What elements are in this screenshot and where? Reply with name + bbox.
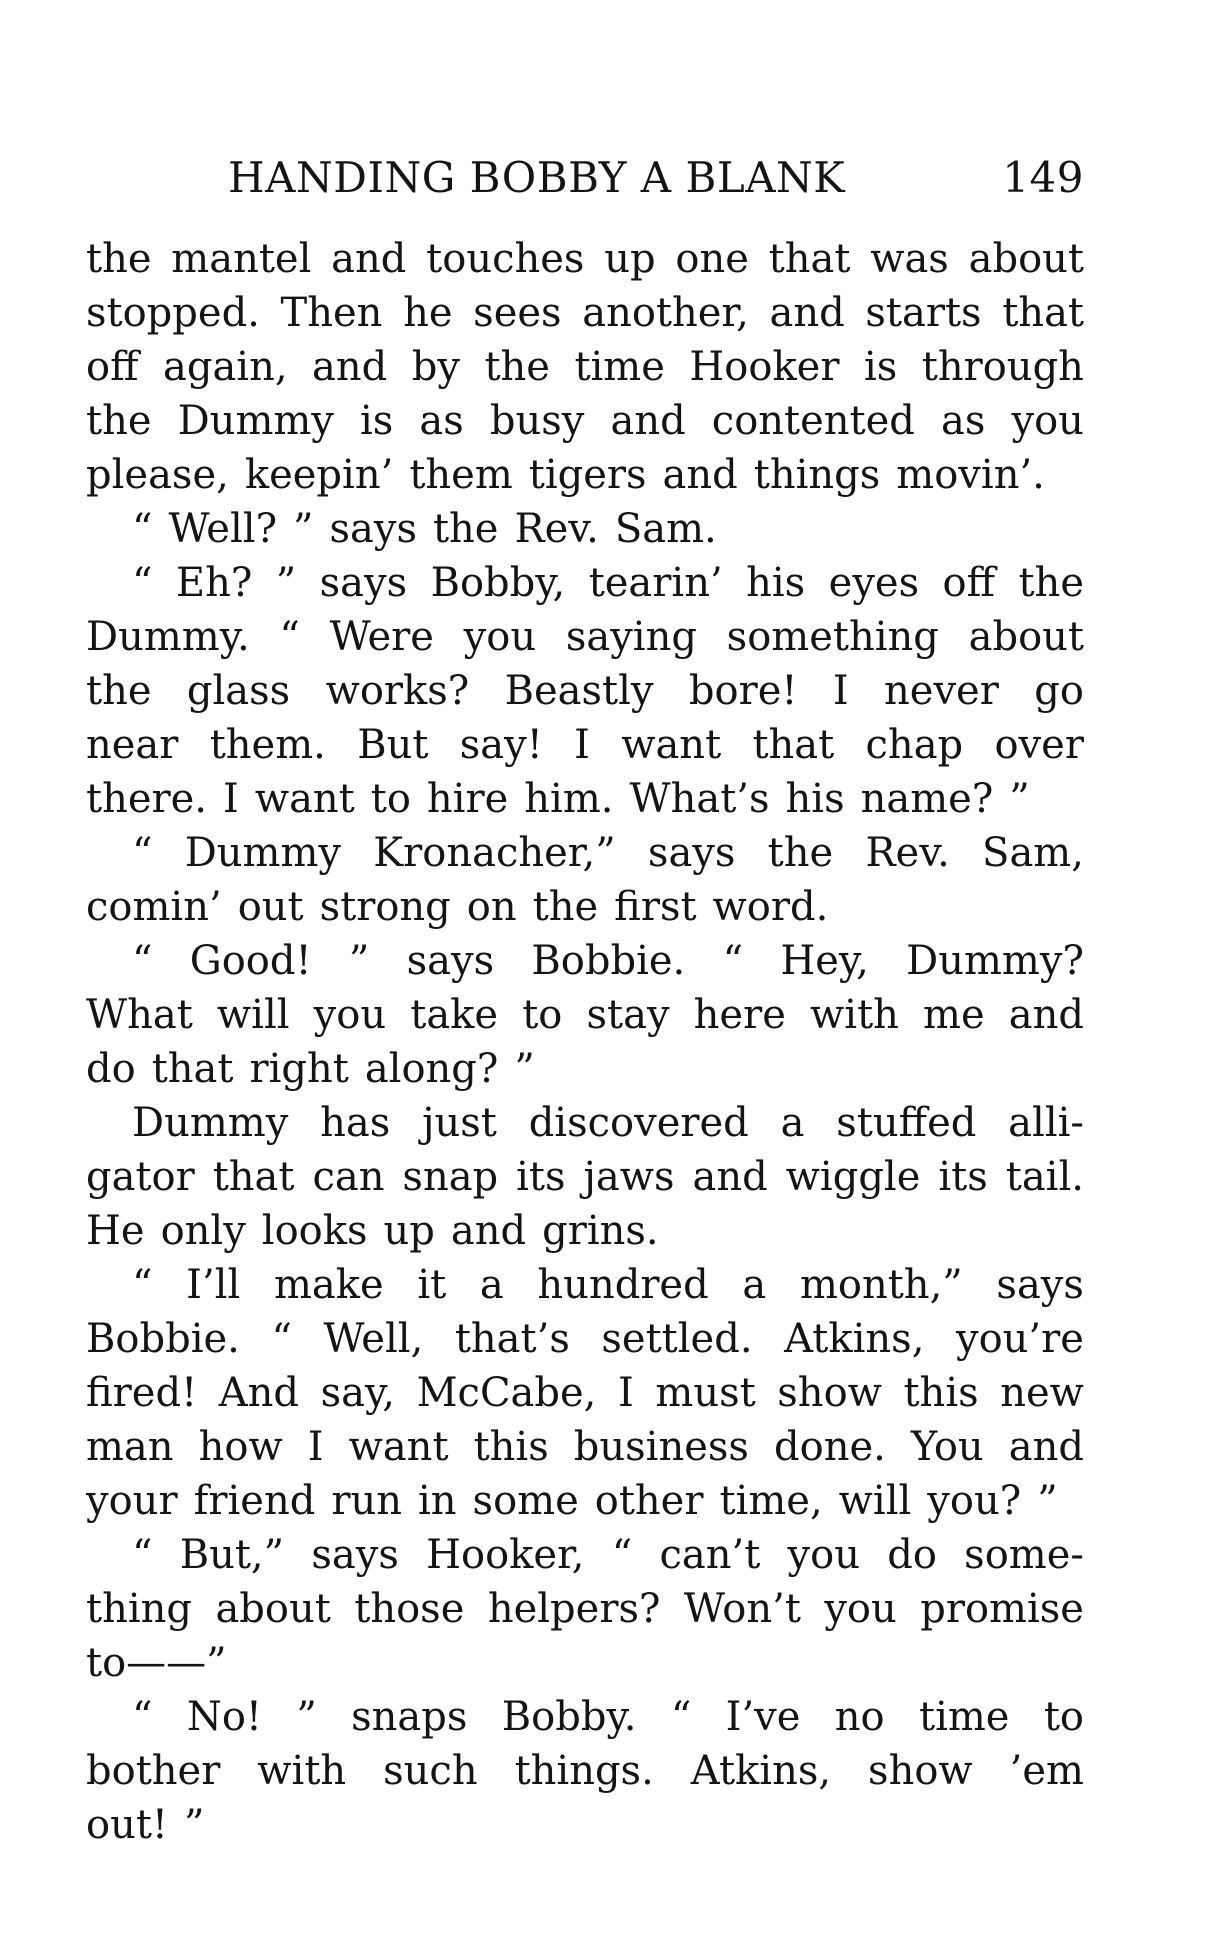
word: the [484,344,550,390]
word: some- [964,1532,1084,1578]
word: He [86,1208,145,1254]
running-head [228,150,1084,206]
word: say! [459,722,543,768]
text-line [86,664,1084,718]
word: run [331,1478,402,1524]
word: promise [920,1586,1084,1632]
word: his [746,560,806,606]
word: never [884,668,999,714]
word: up [604,236,656,282]
word: do [86,1046,136,1092]
word: Were [329,614,434,660]
word: right [249,1046,349,1092]
word: I [574,722,590,768]
word: and [692,1154,768,1200]
word: Good! [189,938,312,984]
word: your [86,1478,178,1524]
word: starts [865,290,982,336]
word: stay [586,992,670,1038]
word: name? [860,776,994,822]
word: wiggle [785,1154,921,1200]
word: You [910,1424,984,1470]
word: make [273,1262,384,1308]
word: you [1011,398,1084,444]
text-line [86,1096,1084,1150]
word: time, [719,1478,823,1524]
word: on [466,884,517,930]
word: Sam. [614,506,717,552]
word: with [810,992,899,1038]
word: touches [426,236,585,282]
text-line [86,1366,1084,1420]
word: that [768,236,851,282]
text-line [86,502,1084,556]
word: movin’. [896,452,1045,498]
word: What’s [629,776,770,822]
word: “ [132,506,153,552]
word: word. [712,884,829,930]
word: a [479,1262,504,1308]
word: such [383,1748,478,1794]
word: some [472,1478,579,1524]
word: ” [1037,1478,1058,1524]
text-line [86,718,1084,772]
word: as [419,398,464,444]
text-line [86,232,1084,286]
word: by [411,344,460,390]
word: me [923,992,985,1038]
word: a [780,1100,805,1146]
word: show [777,1370,882,1416]
word: chap [865,722,964,768]
word: to——” [86,1640,227,1686]
chapter-title: HANDING BOBBY A BLANK [228,153,846,202]
word: “ [722,938,744,984]
word: tearin’ [588,560,723,606]
word: things. [514,1748,654,1794]
text-line [86,1312,1084,1366]
word: was [870,236,949,282]
word: with [257,1748,347,1794]
body-text [86,232,1084,1852]
word: the [532,884,599,930]
word: business [573,1424,749,1470]
word: works? [325,668,470,714]
word: want [348,1424,449,1470]
word: comin’ [86,884,222,930]
word: ” [514,1046,535,1092]
text-line [86,1744,1084,1798]
word: Atkins, [784,1316,925,1362]
word: Bobby. [501,1694,637,1740]
word: and [769,290,845,336]
word: a [742,1262,767,1308]
word: says [329,506,417,552]
word: done. [774,1424,886,1470]
word: grins. [542,1208,659,1254]
word: new [1000,1370,1084,1416]
word: Well, [323,1316,424,1362]
word: one [675,236,749,282]
word: the [432,506,499,552]
word: show [868,1748,973,1794]
word: the [1018,560,1084,606]
word: off [942,560,996,606]
word: ” [348,938,370,984]
word: another, [582,290,749,336]
text-line [86,1258,1084,1312]
word: But [357,722,429,768]
word: hundred [537,1262,709,1308]
word: Well? [168,506,278,552]
word: you’re [955,1316,1084,1362]
word: him. [524,776,614,822]
word: I’ll [186,1262,241,1308]
word: “ [279,614,300,660]
word: “ [132,1262,153,1308]
word: again, [162,344,288,390]
word: fired! [86,1370,198,1416]
word: over [994,722,1084,768]
word: and [610,398,686,444]
word: gator [86,1154,195,1200]
word: Bobbie. [531,938,686,984]
word: But,” [179,1532,285,1578]
word: things [753,452,881,498]
word: will [216,992,290,1038]
word: that [752,722,835,768]
word: “ [132,560,153,606]
word: looks [261,1208,368,1254]
word: I [617,1370,634,1416]
word: that [1002,290,1084,336]
word: you [463,614,537,660]
word: Rev. [514,506,599,552]
word: here [693,992,786,1038]
word: busy [489,398,585,444]
word: about [968,236,1084,282]
word: bore! [688,668,798,714]
text-line [86,610,1084,664]
word: discovered [528,1100,749,1146]
word: say, [320,1370,395,1416]
word: ” [293,506,314,552]
word: about [215,1586,331,1632]
word: Dummy [177,398,334,444]
word: will [838,1478,912,1524]
word: Kronacher,” [373,830,616,876]
word: ” [296,1694,317,1740]
word: out! [86,1802,168,1848]
word: and [331,236,407,282]
word: hire [426,776,509,822]
word: and [1008,1424,1084,1470]
word: to [522,992,563,1038]
word: And [218,1370,300,1416]
word: you [313,992,387,1038]
word: something [726,614,939,660]
word: them. [209,722,326,768]
text-line [86,1204,1084,1258]
word: “ [132,830,153,876]
word: ” [184,1802,205,1848]
word: up [383,1208,435,1254]
word: Hey, [780,938,869,984]
word: you [824,1586,897,1632]
word: snaps [351,1694,468,1740]
word: near [86,722,179,768]
word: he [403,290,453,336]
text-line [86,1420,1084,1474]
word: his [785,776,845,822]
text-line [86,772,1084,826]
word: the [86,668,152,714]
word: Atkins, [690,1748,832,1794]
text-line [86,1690,1084,1744]
word: other [594,1478,704,1524]
word: the [86,236,152,282]
word: eyes [828,560,920,606]
word: Dummy [184,830,341,876]
word: its [938,1154,988,1200]
word: along? [364,1046,499,1092]
word: glass [186,668,291,714]
word: stopped. [86,290,260,336]
word: and [450,1208,527,1254]
word: is [360,398,394,444]
word: I [307,1424,324,1470]
word: month,” [799,1262,963,1308]
word: this [903,1370,979,1416]
text-line [86,988,1084,1042]
word: stuffed [836,1100,977,1146]
word: please, [86,452,229,498]
word: saying [565,614,697,660]
word: thing [86,1586,192,1632]
word: says [311,1532,399,1578]
word: out [237,884,304,930]
text-line [86,1636,1084,1690]
word: bother [86,1748,221,1794]
word: Dummy [132,1100,289,1146]
word: just [422,1100,497,1146]
text-line [86,1582,1084,1636]
word: Bobbie. [86,1316,240,1362]
word: must [655,1370,756,1416]
page-number: 149 [1002,153,1084,202]
word: the [767,830,834,876]
word: “ [132,1532,153,1578]
word: only [160,1208,246,1254]
word: how [198,1424,283,1470]
word: time [574,344,665,390]
word: Hooker, [426,1532,585,1578]
word: take [410,992,499,1038]
word: go [1034,668,1084,714]
text-line [86,286,1084,340]
word: man [86,1424,174,1470]
word: through [921,344,1084,390]
word: it [417,1262,447,1308]
text-line [86,448,1084,502]
word: there. [86,776,208,822]
word: can’t [659,1532,761,1578]
word: in [417,1478,457,1524]
word: those [354,1586,465,1632]
word: says [996,1262,1084,1308]
word: Beastly [504,668,654,714]
word: and [1008,992,1084,1038]
word: mantel [171,236,312,282]
text-line [86,826,1084,880]
word: them [409,452,513,498]
text-line [86,1528,1084,1582]
word: Bobby, [430,560,566,606]
word: Hooker [689,344,840,390]
word: keepin’ [244,452,394,498]
word: is [863,344,898,390]
word: to [370,776,411,822]
text-line [86,340,1084,394]
word: first [614,884,697,930]
word: Won’t [683,1586,801,1632]
word: ’em [1009,1748,1084,1794]
word: Then [280,290,383,336]
word: off [86,344,139,390]
word: Sam, [982,830,1084,876]
word: the [86,398,152,444]
word: alli- [1008,1100,1084,1146]
word: Eh? [175,560,253,606]
word: to [1043,1694,1084,1740]
word: ” [1009,776,1030,822]
word: says [647,830,736,876]
word: you [787,1532,860,1578]
text-line [86,1042,1084,1096]
word: says [319,560,408,606]
word: No! [186,1694,262,1740]
word: and [312,344,388,390]
word: friend [193,1478,316,1524]
word: Dummy? [906,938,1084,984]
word: “ [132,1694,153,1740]
text-line [86,1150,1084,1204]
word: “ [132,938,153,984]
word: time [919,1694,1010,1740]
text-line [86,556,1084,610]
word: strong [319,884,451,930]
word: snap [402,1154,499,1200]
word: tail. [1005,1154,1084,1200]
word: its [516,1154,566,1200]
word: tigers [528,452,647,498]
word: McCabe, [416,1370,597,1416]
text-line [86,1474,1084,1528]
word: no [834,1694,885,1740]
word: contented [711,398,915,444]
word: and [662,452,738,498]
word: you? [927,1478,1022,1524]
word: I [223,776,239,822]
word: “ [611,1532,633,1578]
word: that [151,1046,234,1092]
word: that’s [454,1316,570,1362]
word: this [473,1424,549,1470]
text-line [86,1798,1084,1852]
word: can [312,1154,385,1200]
word: that [212,1154,295,1200]
word: “ [670,1694,692,1740]
word: Rev. [865,830,950,876]
word: want [621,722,722,768]
word: I [832,668,849,714]
word: helpers? [487,1586,661,1632]
word: as [941,398,986,444]
word: about [968,614,1084,660]
word: has [320,1100,391,1146]
word: Dummy. [86,614,250,660]
word: I’ve [725,1694,801,1740]
word: jaws [583,1154,675,1200]
word: What [86,992,193,1038]
word: do [887,1532,937,1578]
word: says [406,938,495,984]
text-line [86,880,1084,934]
word: sees [473,290,562,336]
word: want [254,776,355,822]
text-line [86,934,1084,988]
word: “ [271,1316,292,1362]
text-line [86,394,1084,448]
word: settled. [601,1316,753,1362]
word: ” [275,560,297,606]
